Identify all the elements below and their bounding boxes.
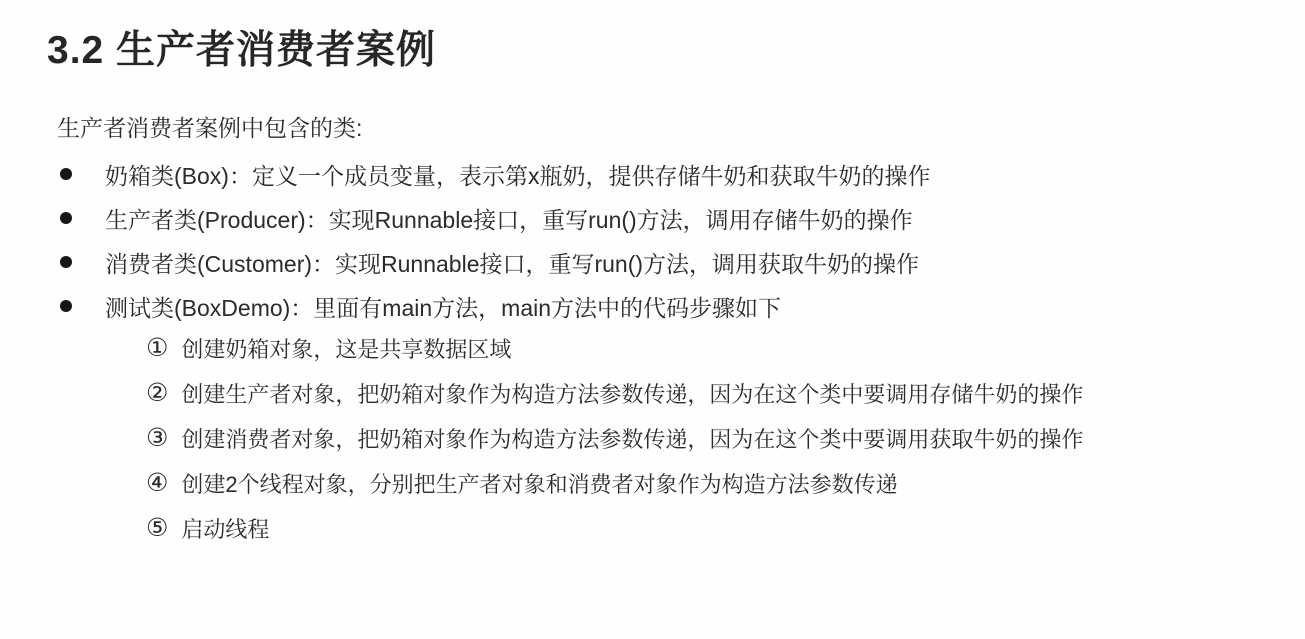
list-item (146, 506, 1296, 551)
step-text: 启动线程 (181, 517, 270, 542)
step-text: 创建消费者对象，把奶箱对象作为构造方法参数传递，因为在这个类中要调用获取牛奶的操作 (181, 427, 1084, 452)
bullet-item-producer: 生产者类(Producer)：实现Runnable接口，重写run()方法，调用存储牛奶的操作 (105, 206, 913, 233)
bullet-item-customer: 消费者类(Customer)：实现Runnable接口，重写run()方法，调用获取牛奶的操作 (105, 250, 920, 277)
circled-number-icon: ① (146, 334, 169, 362)
bullet-icon (60, 256, 72, 268)
step-text: 创建生产者对象，把奶箱对象作为构造方法参数传递，因为在这个类中要调用存储牛奶的操作 (181, 382, 1084, 407)
bullet-icon (60, 212, 72, 224)
circled-number-icon: ② (146, 379, 169, 407)
class-bullet-list (60, 152, 1280, 328)
step-text: 创建2个线程对象，分别把生产者对象和消费者对象作为构造方法参数传递 (181, 472, 898, 497)
list-item (60, 196, 1280, 240)
step-text: 创建奶箱对象，这是共享数据区域 (181, 337, 512, 362)
page-title: 3.2 生产者消费者案例 (47, 29, 437, 72)
circled-number-icon: ⑤ (146, 514, 169, 542)
list-item (146, 416, 1296, 461)
list-item (146, 371, 1296, 416)
list-item (60, 152, 1280, 196)
list-item (60, 240, 1280, 284)
bullet-icon (60, 168, 72, 180)
circled-number-icon: ③ (146, 424, 169, 452)
list-item (146, 326, 1296, 371)
bullet-item-box: 奶箱类(Box)：定义一个成员变量，表示第x瓶奶，提供存储牛奶和获取牛奶的操作 (105, 162, 931, 189)
bullet-icon (60, 300, 72, 312)
intro-text: 生产者消费者案例中包含的类: (57, 115, 363, 141)
bullet-item-boxdemo: 测试类(BoxDemo)：里面有main方法，main方法中的代码步骤如下 (105, 294, 782, 321)
circled-number-icon: ④ (146, 469, 169, 497)
list-item (146, 461, 1296, 506)
list-item (60, 284, 1280, 328)
step-list (146, 326, 1296, 551)
